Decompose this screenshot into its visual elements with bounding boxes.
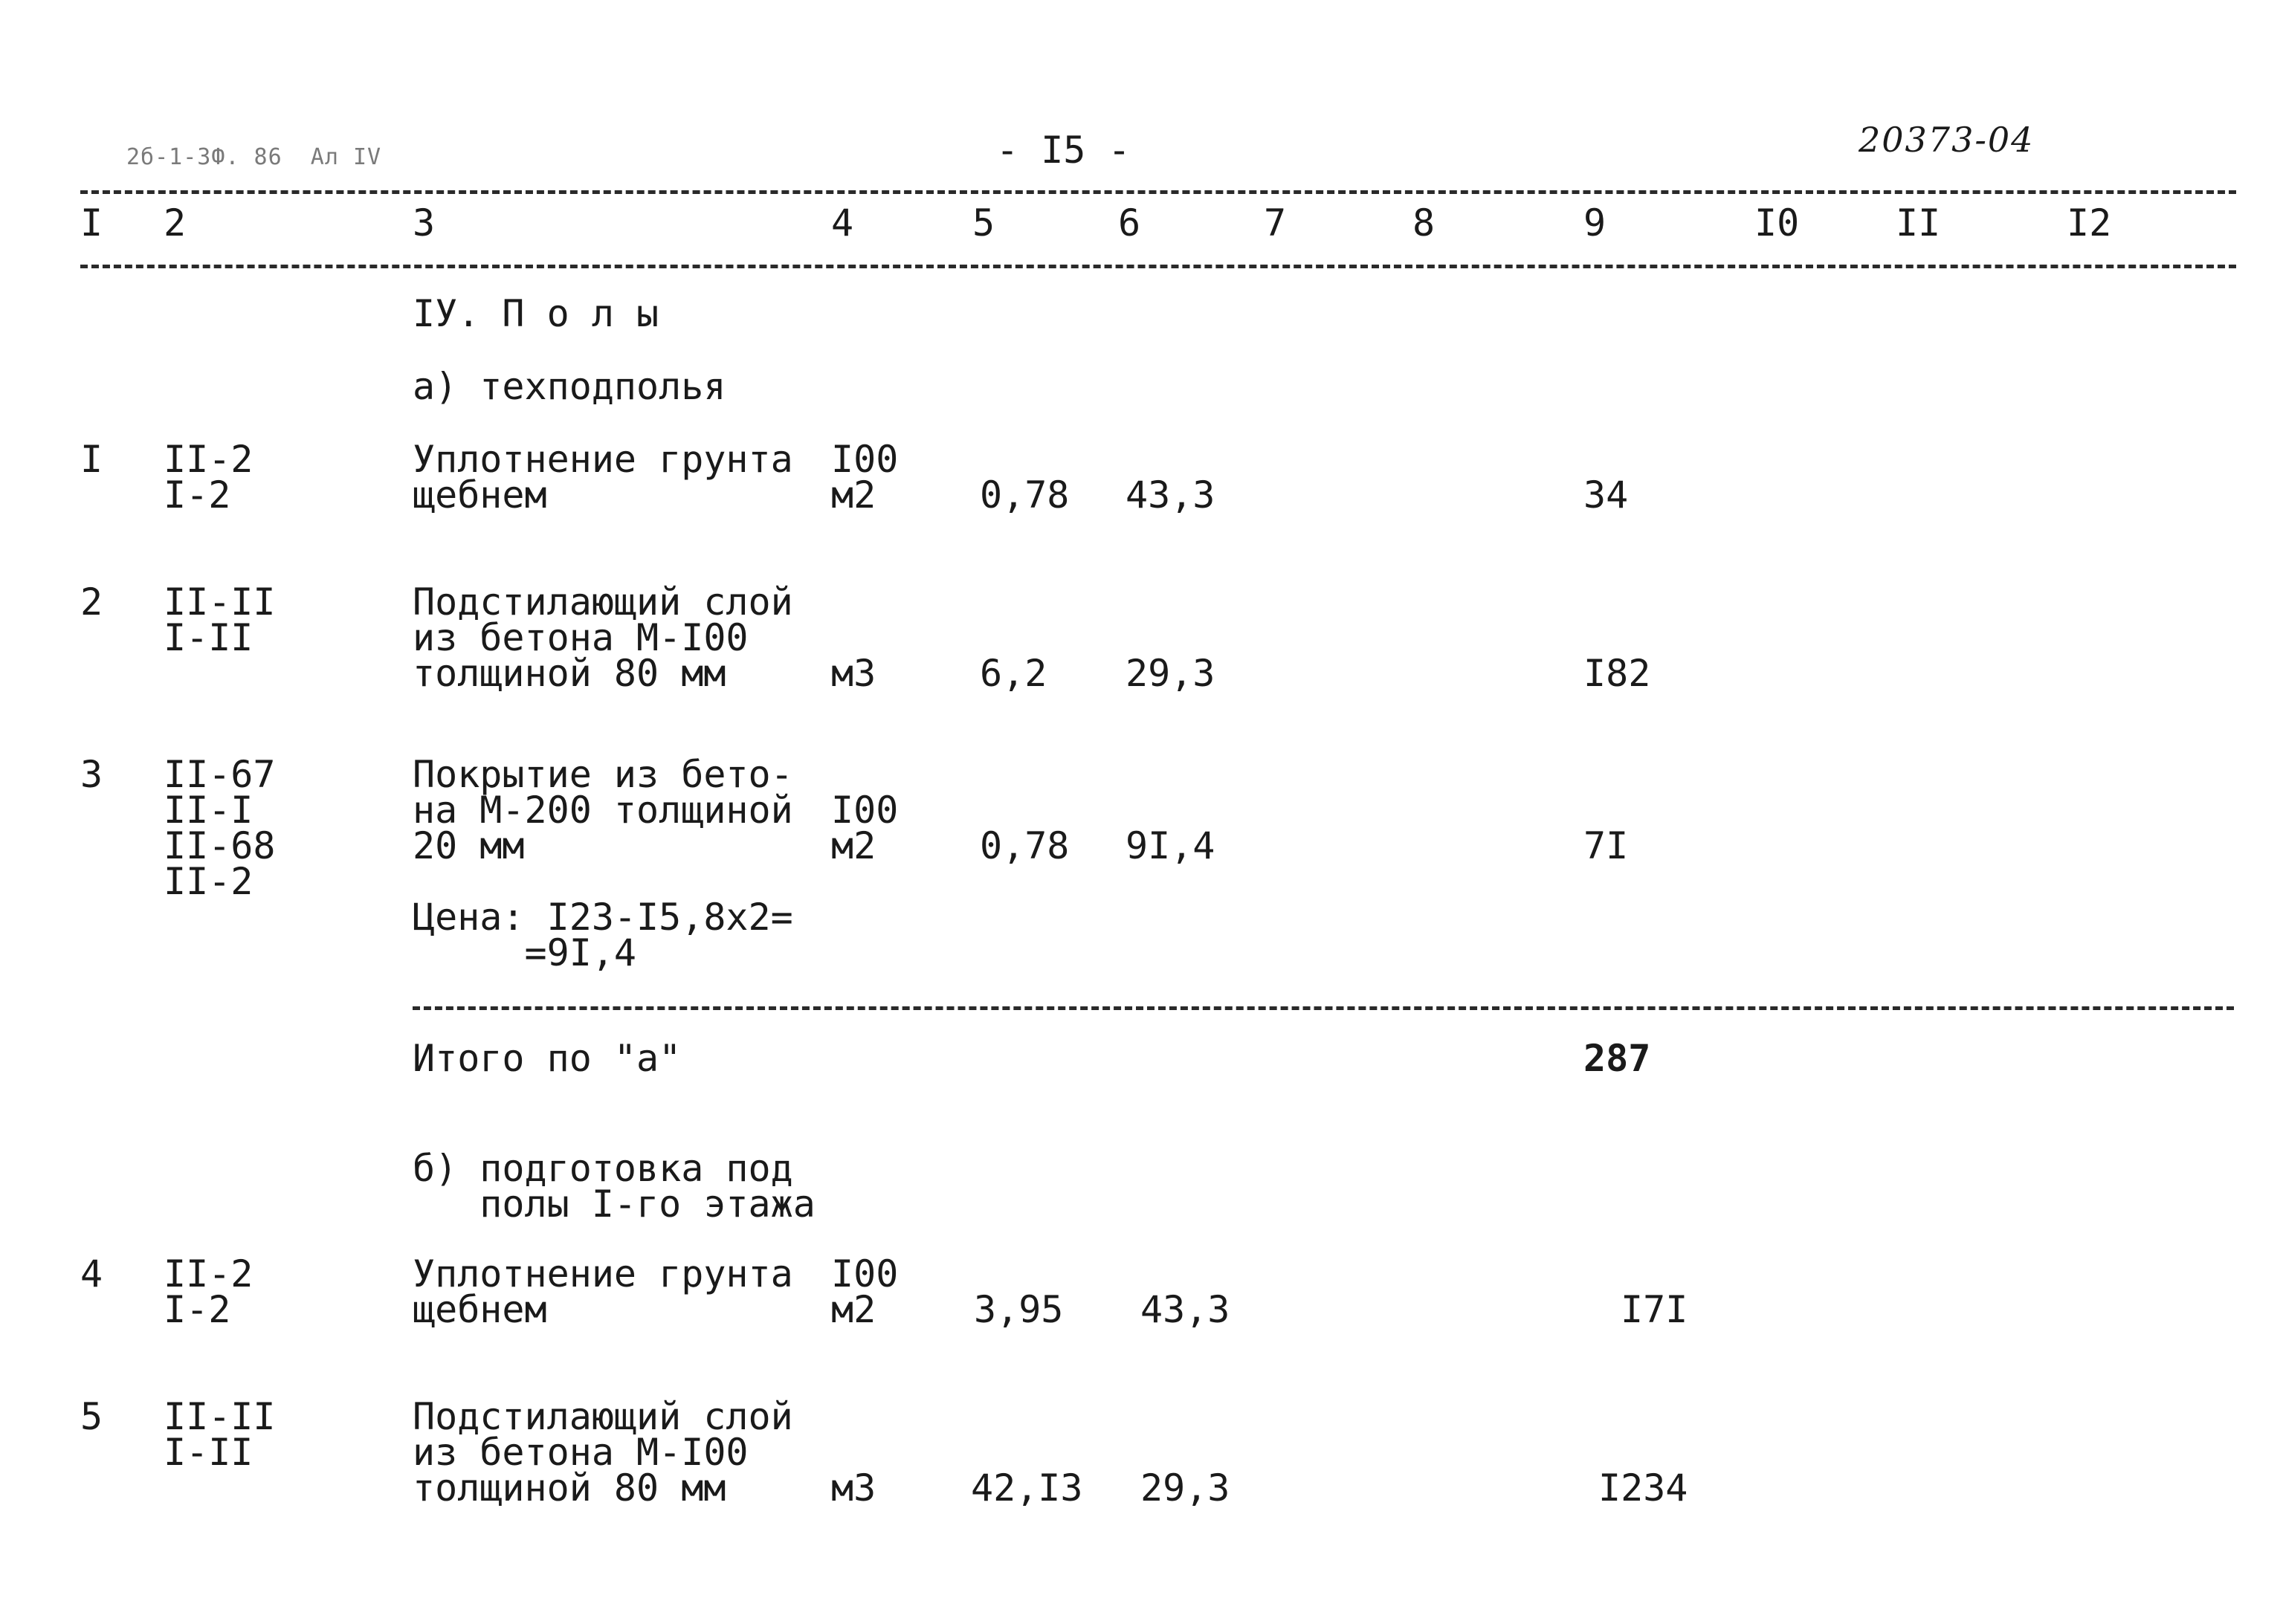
- subtotal-rule: [413, 1006, 2234, 1010]
- column-header: 6: [1118, 201, 1141, 245]
- rate-code: II-II I-II: [164, 1395, 276, 1474]
- archive-stamp: 2б-1-3Ф. 86 Ал IV: [126, 144, 382, 170]
- price-note: Цена: I23-I5,8х2= =9I,4: [413, 896, 793, 974]
- total-cost: 7I: [1583, 824, 1629, 867]
- column-header: 3: [413, 201, 436, 245]
- unit: м3: [831, 1466, 876, 1510]
- column-header: II: [1896, 201, 1941, 245]
- total-cost: I234: [1598, 1466, 1688, 1510]
- rate-code: II-67 II-I II-68 II-2: [164, 753, 276, 903]
- work-name: Уплотнение грунта щебнем: [413, 1252, 793, 1331]
- unit-price: 43,3: [1126, 473, 1215, 517]
- column-header: I: [80, 201, 103, 245]
- total-cost: I82: [1583, 652, 1651, 695]
- unit-price: 29,3: [1140, 1466, 1230, 1510]
- row-number: 2: [80, 580, 103, 624]
- work-name: Покрытие из бето- на М-200 толщиной 20 мм: [413, 753, 793, 867]
- subsection-label: а) техподполья: [413, 365, 726, 408]
- rate-code: II-2 I-2: [164, 1252, 254, 1331]
- work-name: Подстилающий слой из бетона М-I00 толщиной 80 мм: [413, 1395, 793, 1510]
- column-header: 9: [1583, 201, 1607, 245]
- row-number: 4: [80, 1252, 103, 1295]
- unit: I00 м2: [831, 1252, 899, 1331]
- quantity: 0,78: [980, 824, 1070, 867]
- unit: м3: [831, 652, 876, 695]
- unit-price: 9I,4: [1126, 824, 1215, 867]
- column-header: 4: [831, 201, 854, 245]
- column-header: 7: [1264, 201, 1287, 245]
- column-header: 8: [1412, 201, 1436, 245]
- row-number: 5: [80, 1395, 103, 1438]
- header-top-rule: [80, 190, 2236, 194]
- row-number: 3: [80, 753, 103, 796]
- row-number: I: [80, 438, 103, 481]
- unit: I00 м2: [831, 789, 899, 867]
- page-number: - I5 -: [996, 129, 1131, 172]
- subsection-label: б) подготовка под полы I-го этажа: [413, 1147, 816, 1226]
- rate-code: II-2 I-2: [164, 438, 254, 517]
- column-header: I2: [2067, 201, 2112, 245]
- column-header: I0: [1754, 201, 1800, 245]
- column-header: 2: [164, 201, 187, 245]
- subtotal-value: 287: [1583, 1037, 1651, 1080]
- quantity: 42,I3: [971, 1466, 1083, 1510]
- column-header: 5: [972, 201, 995, 245]
- total-cost: 34: [1583, 473, 1629, 517]
- header-bottom-rule: [80, 265, 2236, 268]
- work-name: Уплотнение грунта щебнем: [413, 438, 793, 517]
- unit-price: 43,3: [1140, 1288, 1230, 1331]
- quantity: 6,2: [980, 652, 1047, 695]
- rate-code: II-II I-II: [164, 580, 276, 659]
- quantity: 0,78: [980, 473, 1070, 517]
- work-name: Подстилающий слой из бетона М-I00 толщиной 80 мм: [413, 580, 793, 695]
- total-cost: I7I: [1621, 1288, 1688, 1331]
- subtotal-label: Итого по "а": [413, 1037, 682, 1080]
- quantity: 3,95: [974, 1288, 1064, 1331]
- unit: I00 м2: [831, 438, 899, 517]
- document-number: 20373-04: [1859, 120, 2035, 160]
- unit-price: 29,3: [1126, 652, 1215, 695]
- section-title: IУ. П о л ы: [413, 292, 659, 335]
